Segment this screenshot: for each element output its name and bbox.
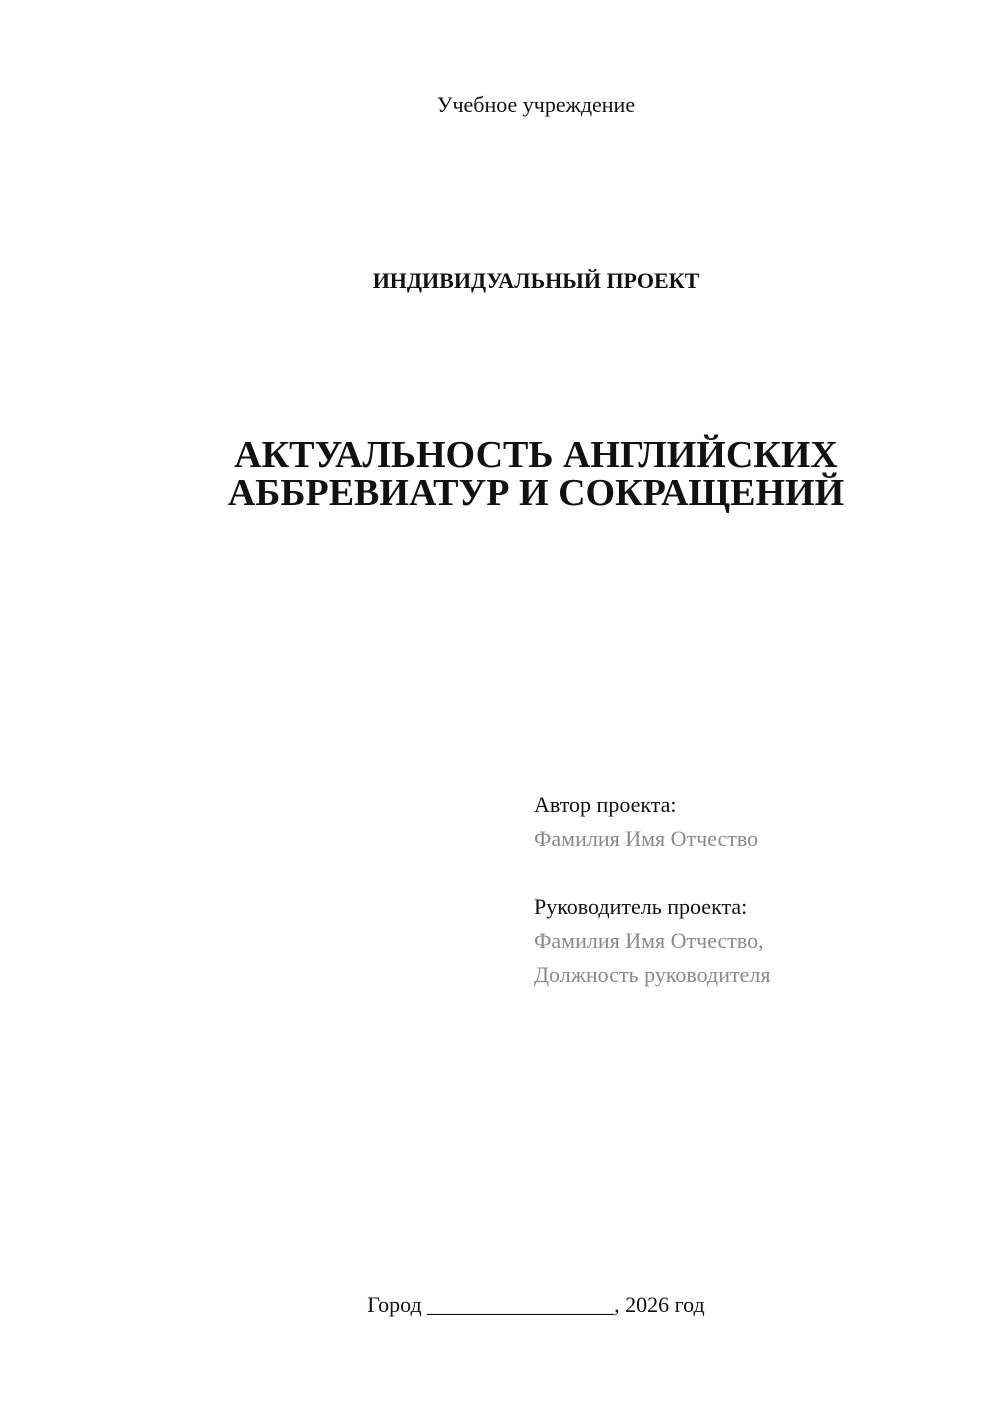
spacer [534, 856, 974, 890]
supervisor-position-placeholder: Должность руководителя [534, 962, 771, 987]
supervisor-label: Руководитель проекта: [534, 894, 748, 919]
supervisor-name-placeholder: Фамилия Имя Отчество, [534, 928, 764, 953]
project-title-line-1: АКТУАЛЬНОСТЬ АНГЛИЙСКИХ [234, 434, 838, 476]
project-credits [534, 788, 974, 992]
author-name-placeholder: Фамилия Имя Отчество [534, 826, 759, 851]
city-year-line: Город _________________, 2026 год [367, 1292, 705, 1317]
project-title-line-2: АББРЕВИАТУР И СОКРАЩЕНИЙ [227, 472, 845, 514]
project-title [0, 436, 1000, 512]
institution-name: Учебное учреждение [436, 92, 636, 117]
author-label: Автор проекта: [534, 792, 677, 817]
document-type: ИНДИВИДУАЛЬНЫЙ ПРОЕКТ [372, 268, 700, 293]
